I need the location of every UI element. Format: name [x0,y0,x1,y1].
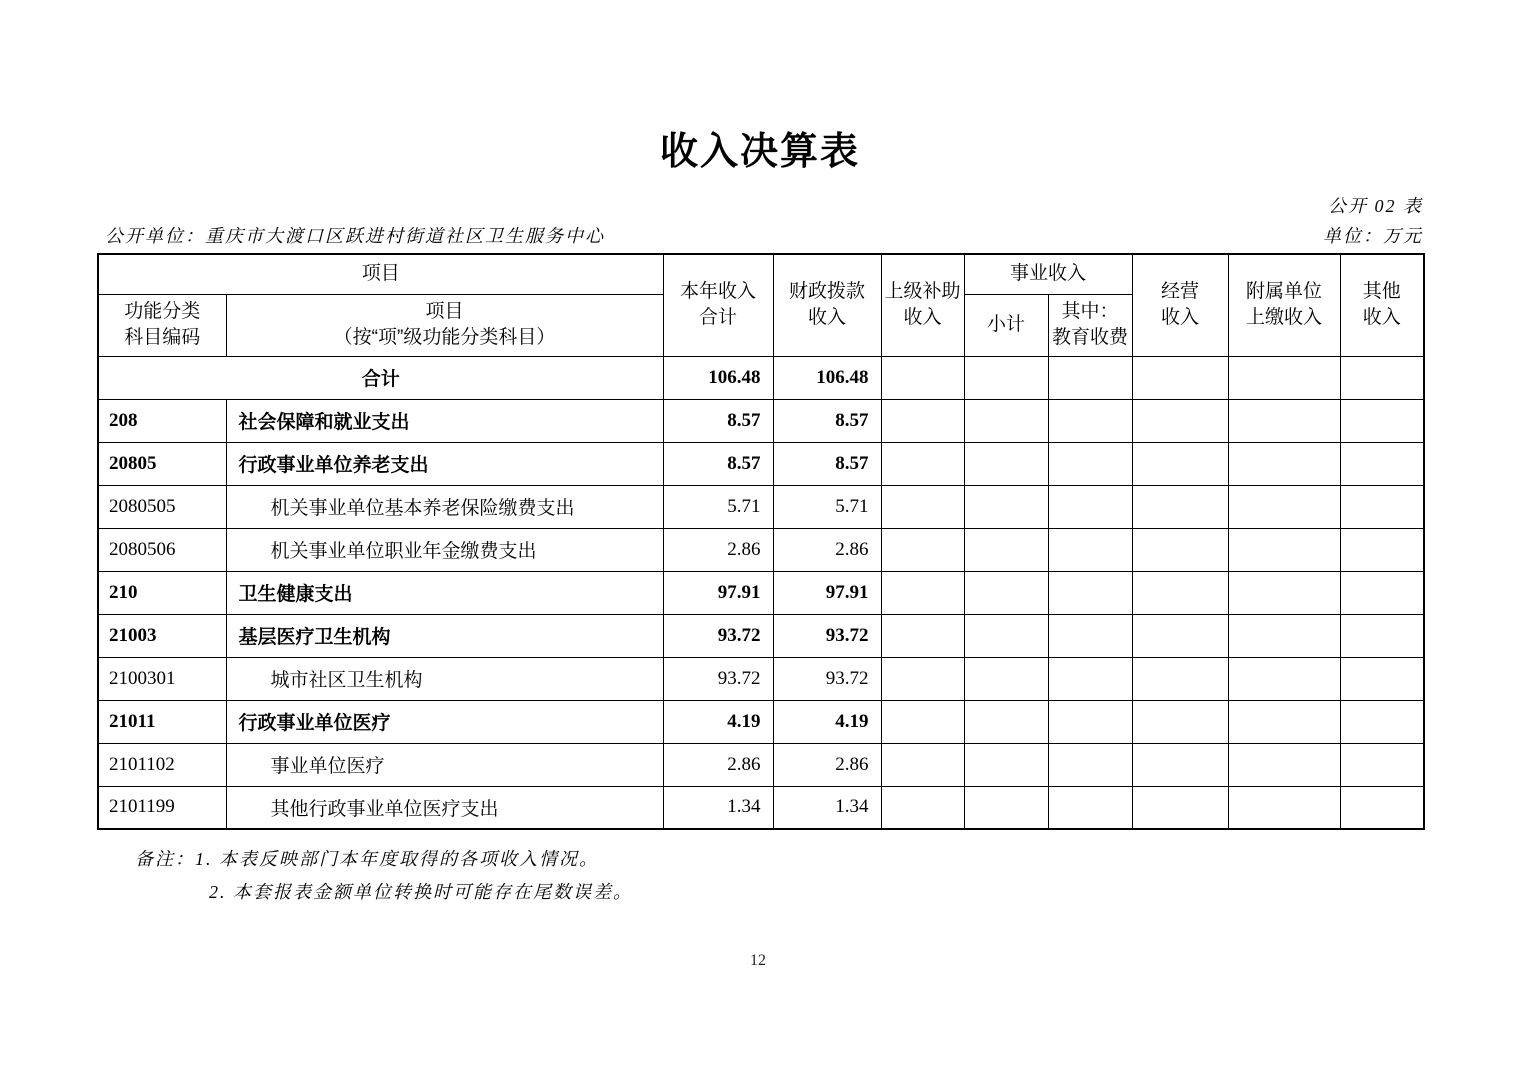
cell-item-name: 事业单位医疗 [226,743,663,786]
cell-education-value [1048,571,1132,614]
cell-item-name: 卫生健康支出 [226,571,663,614]
cell-fiscal-value: 4.19 [773,700,881,743]
cell-superior-value [881,700,964,743]
page-title: 收入决算表 [659,131,860,173]
cell-fiscal-value: 106.48 [773,356,881,399]
cell-item-name: 行政事业单位养老支出 [226,442,663,485]
cell-operating-value [1132,399,1228,442]
cell-subtotal-value [964,399,1048,442]
header-fiscal-appropriation: 财政拨款 收入 [773,254,881,356]
cell-other-value [1340,399,1424,442]
table-row [98,786,1424,829]
cell-education-value [1048,786,1132,829]
header-affiliated-income: 附属单位 上缴收入 [1228,254,1340,356]
cell-superior-value [881,786,964,829]
cell-fiscal-value: 93.72 [773,614,881,657]
cell-item-name: 其他行政事业单位医疗支出 [226,786,663,829]
cell-education-value [1048,743,1132,786]
note-line-1 [135,843,633,876]
total-row [98,356,1424,399]
cell-superior-value [881,743,964,786]
cell-total-value: 1.34 [663,786,773,829]
cell-function-code: 21003 [98,614,226,657]
cell-affiliated-value [1228,700,1340,743]
cell-superior-value [881,485,964,528]
cell-other-value [1340,356,1424,399]
cell-operating-value [1132,786,1228,829]
cell-function-code: 2101199 [98,786,226,829]
cell-superior-value [881,399,964,442]
cell-subtotal-value [964,614,1048,657]
header-subtotal: 小计 [964,294,1048,356]
cell-operating-value [1132,442,1228,485]
cell-operating-value [1132,528,1228,571]
cell-other-value [1340,700,1424,743]
cell-operating-value [1132,657,1228,700]
cell-fiscal-value: 5.71 [773,485,881,528]
cell-total-value: 106.48 [663,356,773,399]
cell-operating-value [1132,356,1228,399]
note-line-2 [135,876,633,909]
cell-operating-value [1132,614,1228,657]
cell-education-value [1048,485,1132,528]
table-body [98,356,1424,829]
cell-education-value [1048,356,1132,399]
meta-row [97,222,1423,248]
cell-other-value [1340,442,1424,485]
cell-total-value: 97.91 [663,571,773,614]
cell-fiscal-value: 8.57 [773,442,881,485]
cell-item-name: 机关事业单位基本养老保险缴费支出 [226,485,663,528]
cell-other-value [1340,743,1424,786]
cell-fiscal-value: 97.91 [773,571,881,614]
cell-superior-value [881,528,964,571]
cell-affiliated-value [1228,657,1340,700]
income-final-accounts-table [97,253,1425,830]
cell-function-code: 2101102 [98,743,226,786]
cell-item-name: 城市社区卫生机构 [226,657,663,700]
cell-education-value [1048,614,1132,657]
table-row [98,571,1424,614]
cell-fiscal-value: 2.86 [773,743,881,786]
header-item-detail: 项目 （按“项”级功能分类科目） [226,294,663,356]
header-business-income-group: 事业收入 [964,254,1132,294]
cell-other-value [1340,786,1424,829]
cell-subtotal-value [964,700,1048,743]
table-row [98,700,1424,743]
cell-affiliated-value [1228,743,1340,786]
unit-label: 单位：万元 [1323,226,1423,246]
cell-function-code: 210 [98,571,226,614]
table-row [98,528,1424,571]
cell-other-value [1340,614,1424,657]
cell-subtotal-value [964,786,1048,829]
cell-affiliated-value [1228,399,1340,442]
header-superior-subsidy: 上级补助 收入 [881,254,964,356]
cell-row-label: 合计 [98,356,663,399]
notes-label: 备注： [135,849,195,869]
cell-total-value: 8.57 [663,442,773,485]
cell-fiscal-value: 1.34 [773,786,881,829]
publisher-label: 公开单位：重庆市大渡口区跃进村街道社区卫生服务中心 [105,226,605,246]
table-row [98,614,1424,657]
cell-operating-value [1132,571,1228,614]
cell-subtotal-value [964,442,1048,485]
header-operating-income: 经营 收入 [1132,254,1228,356]
cell-total-value: 2.86 [663,528,773,571]
cell-education-value [1048,657,1132,700]
header-total-income: 本年收入 合计 [663,254,773,356]
cell-superior-value [881,442,964,485]
table-row [98,743,1424,786]
cell-operating-value [1132,485,1228,528]
cell-total-value: 4.19 [663,700,773,743]
cell-other-value [1340,528,1424,571]
cell-function-code: 2080505 [98,485,226,528]
cell-subtotal-value [964,528,1048,571]
cell-subtotal-value [964,657,1048,700]
cell-total-value: 93.72 [663,657,773,700]
cell-function-code: 208 [98,399,226,442]
cell-subtotal-value [964,571,1048,614]
cell-education-value [1048,442,1132,485]
cell-fiscal-value: 2.86 [773,528,881,571]
cell-function-code: 2080506 [98,528,226,571]
cell-other-value [1340,657,1424,700]
cell-affiliated-value [1228,571,1340,614]
cell-item-name: 机关事业单位职业年金缴费支出 [226,528,663,571]
note-text-1: 1. 本表反映部门本年度取得的各项收入情况。 [195,849,599,869]
cell-total-value: 8.57 [663,399,773,442]
note-text-2: 2. 本套报表金额单位转换时可能存在尾数误差。 [209,882,633,902]
cell-item-name: 行政事业单位医疗 [226,700,663,743]
cell-total-value: 93.72 [663,614,773,657]
header-education-fee: 其中： 教育收费 [1048,294,1132,356]
table-row [98,485,1424,528]
cell-education-value [1048,399,1132,442]
cell-superior-value [881,571,964,614]
header-item-group: 项目 [98,254,663,294]
cell-function-code: 21011 [98,700,226,743]
cell-function-code: 2100301 [98,657,226,700]
cell-subtotal-value [964,356,1048,399]
notes-block [135,843,633,909]
cell-total-value: 2.86 [663,743,773,786]
cell-operating-value [1132,743,1228,786]
cell-affiliated-value [1228,442,1340,485]
cell-subtotal-value [964,485,1048,528]
header-other-income: 其他 收入 [1340,254,1424,356]
income-table-wrapper [97,253,1425,830]
cell-item-name: 社会保障和就业支出 [226,399,663,442]
header-function-code: 功能分类 科目编码 [98,294,226,356]
cell-affiliated-value [1228,614,1340,657]
page-number: 12 [750,952,766,969]
cell-affiliated-value [1228,786,1340,829]
cell-affiliated-value [1228,356,1340,399]
cell-affiliated-value [1228,485,1340,528]
cell-education-value [1048,700,1132,743]
cell-superior-value [881,614,964,657]
sheet-code-label: 公开 02 表 [1328,196,1423,216]
cell-item-name: 基层医疗卫生机构 [226,614,663,657]
cell-affiliated-value [1228,528,1340,571]
cell-other-value [1340,571,1424,614]
cell-superior-value [881,356,964,399]
cell-education-value [1048,528,1132,571]
cell-subtotal-value [964,743,1048,786]
table-row [98,399,1424,442]
cell-operating-value [1132,700,1228,743]
cell-fiscal-value: 93.72 [773,657,881,700]
cell-function-code: 20805 [98,442,226,485]
cell-total-value: 5.71 [663,485,773,528]
cell-other-value [1340,485,1424,528]
cell-fiscal-value: 8.57 [773,399,881,442]
table-row [98,442,1424,485]
cell-superior-value [881,657,964,700]
table-row [98,657,1424,700]
